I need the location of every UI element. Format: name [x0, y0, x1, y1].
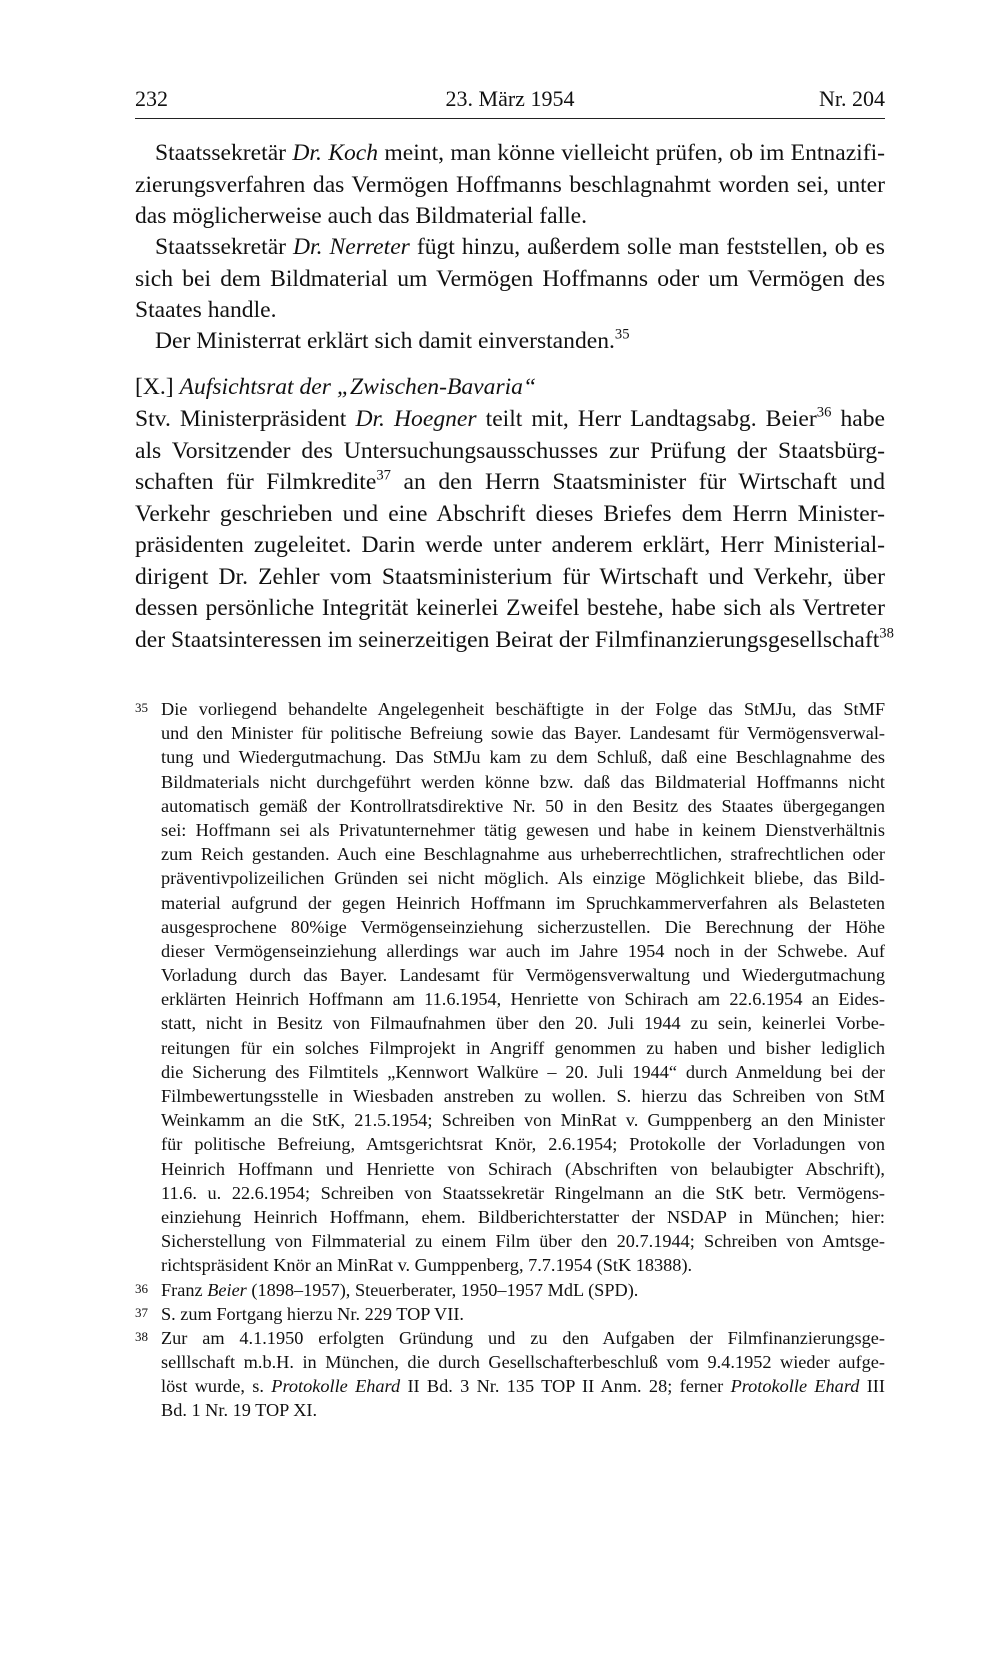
footnote-line: Vorladung durch das Bayer. Landesamt für Vermögensverwaltung und Wiedergutmachung [161, 965, 885, 986]
footnote-35 [135, 697, 885, 1278]
paragraph-consent [135, 326, 885, 358]
footnote-line: Zur am 4.1.1950 erfolgten Gründung und zu den Aufgaben der Filmfinanzierungsge- [161, 1327, 885, 1348]
text-line: Staatssekretär Dr. Nerreter fügt hinzu, außerdem solle man feststellen, ob es [155, 234, 885, 260]
footnote-line: Franz Beier (1898–1957), Steuerberater, 1950–1957 MdL (SPD). [161, 1279, 639, 1300]
footnote-line: ausgesprochene 80%ige Vermögenseinziehung sicherzustellen. Die Berechnung der Höhe [161, 916, 885, 937]
footnote-line: zum Reich gestanden. Auch eine Beschlagnahme aus urheberrechtlichen, strafrechtlichen oder [161, 844, 885, 865]
footnote-37 [135, 1302, 885, 1326]
text-line: Stv. Ministerpräsident Dr. Hoegner teilt mit, Herr Landtagsabg. Beier$^{36}$ habe [135, 404, 886, 432]
footnote-line: reitungen für ein solches Filmprojekt in Angriff genommen zu haben und bisher lediglich [161, 1037, 885, 1058]
footnote-36 [135, 1278, 885, 1302]
footnote-line: und den Minister für politische Befreiung sowie das Bayer. Landesamt für Vermögensverwal- [161, 723, 885, 744]
footnote-line: Heinrich Hoffmann und Henriette von Schirach (Abschriften von belaubigter Abschrift), [161, 1158, 885, 1179]
document-number: Nr. 204 [819, 86, 885, 111]
footnote-line: material aufgrund der gegen Heinrich Hoffmann im Spruchkammerverfahren als Belasteten [161, 892, 885, 913]
footnote-line: die Sicherung des Filmtitels „Kennwort Walküre – 20. Juli 1944“ durch Anmeldung bei der [161, 1061, 885, 1082]
footnote-number: 37 [135, 1304, 148, 1320]
footnote-line: S. zum Fortgang hierzu Nr. 229 TOP VII. [161, 1303, 464, 1324]
footnote-line: Sicherstellung von Filmmaterial zu einem Film über den 20.7.1944; Schreiben von Amtsge- [161, 1231, 885, 1252]
text-line: dessen persönliche Integrität keinerlei Zweifel bestehe, habe sich als Vertreter [135, 595, 885, 621]
person-name: Dr. Koch [292, 140, 379, 166]
text-line: der Staatsinteressen im seinerzeitigen Beirat der Filmfinanzierungsgesellschaft$^{38}$ [135, 625, 894, 653]
footnote-line: erklärten Heinrich Hoffmann am 11.6.1954, Henriette von Schirach am 22.6.1954 an Eides- [161, 989, 885, 1010]
footnote-line: Die vorliegend behandelte Angelegenheit beschäftigte in der Folge das StMJu, das StMF [161, 699, 885, 719]
footnote-ref[interactable]: 38 [879, 625, 894, 641]
text-line: Der Ministerrat erklärt sich damit einverstanden.$^{35}$ [155, 326, 630, 354]
footnote-line: tung und Wiedergutmachung. Das StMJu kam zu dem Schluß, daß eine Beschlagnahme des [161, 747, 885, 768]
footnote-ref[interactable]: 37 [376, 467, 391, 484]
footnote-line: dieser Vermögenseinziehung allerdings war auch im Jahre 1954 noch in der Schwebe. Auf [161, 940, 885, 961]
text-line: Staates handle. [135, 297, 277, 323]
paragraph-nerreter [135, 232, 885, 327]
footnote-line: richtspräsident Knör an MinRat v. Gumppenberg, 7.7.1954 (StK 18388). [161, 1255, 693, 1276]
footnote-line: selllschaft m.b.H. in München, die durch Gesellschafterbeschluß vom 9.4.1952 wieder aufge- [161, 1352, 885, 1373]
footnote-line: für politische Befreiung, Amtsgerichtsrat Knör, 2.6.1954; Protokolle der Vorladungen von [161, 1134, 885, 1155]
footnote-number: 35 [135, 700, 148, 715]
text-line: das möglicherweise auch das Bildmaterial falle. [135, 203, 588, 229]
footnote-38 [135, 1326, 885, 1423]
footnote-line: präventivpolizeilichen Gründen sei nicht möglich. Als einzige Möglichkeit bliebe, das Bild- [161, 868, 885, 889]
paragraph-koch [135, 138, 885, 233]
footnote-line: statt, nicht in Besitz von Filmaufnahmen über den 20. Juli 1944 zu sein, keinerlei Vorbe- [161, 1013, 885, 1034]
text-line: als Vorsitzender des Untersuchungsausschusses zur Prüfung der Staatsbürg- [135, 437, 885, 464]
header-date: 23. März 1954 [445, 86, 575, 111]
footnote-line: 11.6. u. 22.6.1954; Schreiben von Staatssekretär Ringelmann an die StK betr. Vermögens- [161, 1182, 885, 1203]
text-line: Staatssekretär Dr. Koch meint, man könne vielleicht prüfen, ob im Entnazifi- [155, 140, 885, 166]
section-number: [X.] [135, 374, 180, 400]
footnote-line: Bd. 1 Nr. 19 TOP XI. [161, 1400, 318, 1421]
footnote-line: Weinkamm an die StK, 21.5.1954; Schreiben von MinRat v. Gumppenberg an den Minister [161, 1110, 885, 1131]
text-line [135, 372, 885, 404]
paragraph-hoegner [135, 404, 894, 656]
footnote-number: 36 [135, 1280, 148, 1296]
publication-title: Protokolle Ehard [730, 1376, 860, 1397]
page-number: 232 [135, 86, 168, 111]
text-line: Verkehr geschrieben und eine Abschrift dieses Briefes dem Herrn Minister- [135, 500, 885, 527]
text-line: zierungsverfahren das Vermögen Hoffmanns beschlagnahmt worden sei, unter [135, 171, 885, 198]
text-line: präsidenten zugeleitet. Darin werde unter anderem erklärt, Herr Ministerial- [135, 532, 885, 558]
text-line: dirigent Dr. Zehler vom Staatsministerium für Wirtschaft und Verkehr, über [135, 563, 885, 590]
footnote-line: sei: Hoffmann sei als Privatunternehmer tätig gewesen und habe in keinem Dienstverhältnis [161, 819, 885, 840]
person-name: Dr. Nerreter [293, 234, 410, 260]
footnote-line: einziehung Heinrich Hoffmann, ehem. Bildberichterstatter der NSDAP in München; hier: [161, 1206, 885, 1227]
text-line: sich bei dem Bildmaterial um Vermögen Hoffmanns oder um Vermögen des [135, 265, 885, 292]
section-heading [135, 372, 885, 404]
person-name: Dr. Hoegner [355, 406, 477, 432]
footnote-ref[interactable]: 35 [614, 326, 630, 343]
section-title: Aufsichtsrat der „Zwischen-Bavaria“ [179, 374, 537, 400]
footnote-line: löst wurde, s. Protokolle Ehard II Bd. 3 Nr. 135 TOP II Anm. 28; ferner Protokolle Ehard III [161, 1376, 885, 1397]
footnote-text [161, 697, 885, 1278]
footnote-ref[interactable]: 36 [816, 404, 832, 421]
text-line: schaften für Filmkredite$^{37}$ an den Herrn Staatsminister für Wirtschaft und [135, 467, 885, 495]
footnote-line: Bildmaterials nicht durchgeführt werden könne bzw. daß das Bildmaterial Hoffmanns nicht [161, 771, 885, 792]
running-header [135, 82, 885, 119]
publication-title: Protokolle Ehard [271, 1376, 401, 1397]
person-name: Beier [207, 1279, 247, 1300]
footnote-line: automatisch gemäß der Kontrollratsdirektive Nr. 50 in den Besitz des Staates übergegangen [161, 795, 885, 816]
footnote-line: Filmbewertungsstelle in Wiesbaden anstreben zu wollen. S. hierzu das Schreiben von StM [161, 1086, 885, 1106]
footnote-number: 38 [135, 1328, 148, 1344]
footnotes [135, 697, 885, 1423]
